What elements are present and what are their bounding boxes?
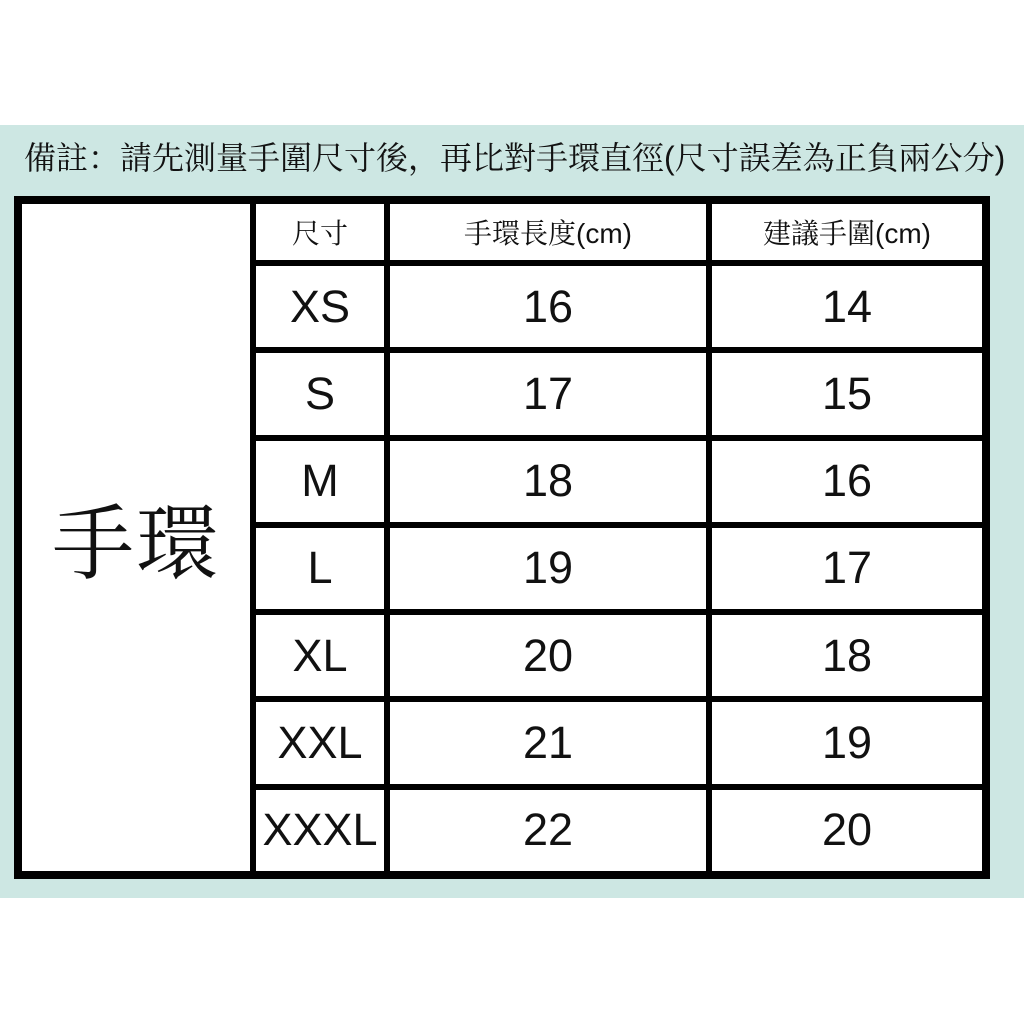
size-cell-m: M xyxy=(256,441,384,522)
wrist-cell-xxxl: 20 xyxy=(712,790,982,871)
wrist-cell-l: 17 xyxy=(712,528,982,609)
measurement-note: 備註：請先測量手圍尺寸後，再比對手環直徑(尺寸誤差為正負兩公分) xyxy=(24,140,1006,176)
length-cell-xs: 16 xyxy=(390,266,706,347)
size-cell-xxxl: XXXL xyxy=(256,790,384,871)
length-cell-s: 17 xyxy=(390,353,706,434)
header-wrist: 建議手圍(cm) xyxy=(712,204,982,260)
wrist-cell-s: 15 xyxy=(712,353,982,434)
length-cell-m: 18 xyxy=(390,441,706,522)
length-cell-l: 19 xyxy=(390,528,706,609)
wrist-cell-xl: 18 xyxy=(712,615,982,696)
size-table xyxy=(14,196,990,879)
wrist-cell-m: 16 xyxy=(712,441,982,522)
size-cell-xl: XL xyxy=(256,615,384,696)
length-cell-xxl: 21 xyxy=(390,702,706,783)
wrist-cell-xs: 14 xyxy=(712,266,982,347)
header-size: 尺寸 xyxy=(256,204,384,260)
length-cell-xl: 20 xyxy=(390,615,706,696)
size-cell-l: L xyxy=(256,528,384,609)
length-cell-xxxl: 22 xyxy=(390,790,706,871)
size-cell-s: S xyxy=(256,353,384,434)
product-name-cell: 手環 xyxy=(22,204,250,871)
wrist-cell-xxl: 19 xyxy=(712,702,982,783)
header-length: 手環長度(cm) xyxy=(390,204,706,260)
size-cell-xs: XS xyxy=(256,266,384,347)
size-cell-xxl: XXL xyxy=(256,702,384,783)
